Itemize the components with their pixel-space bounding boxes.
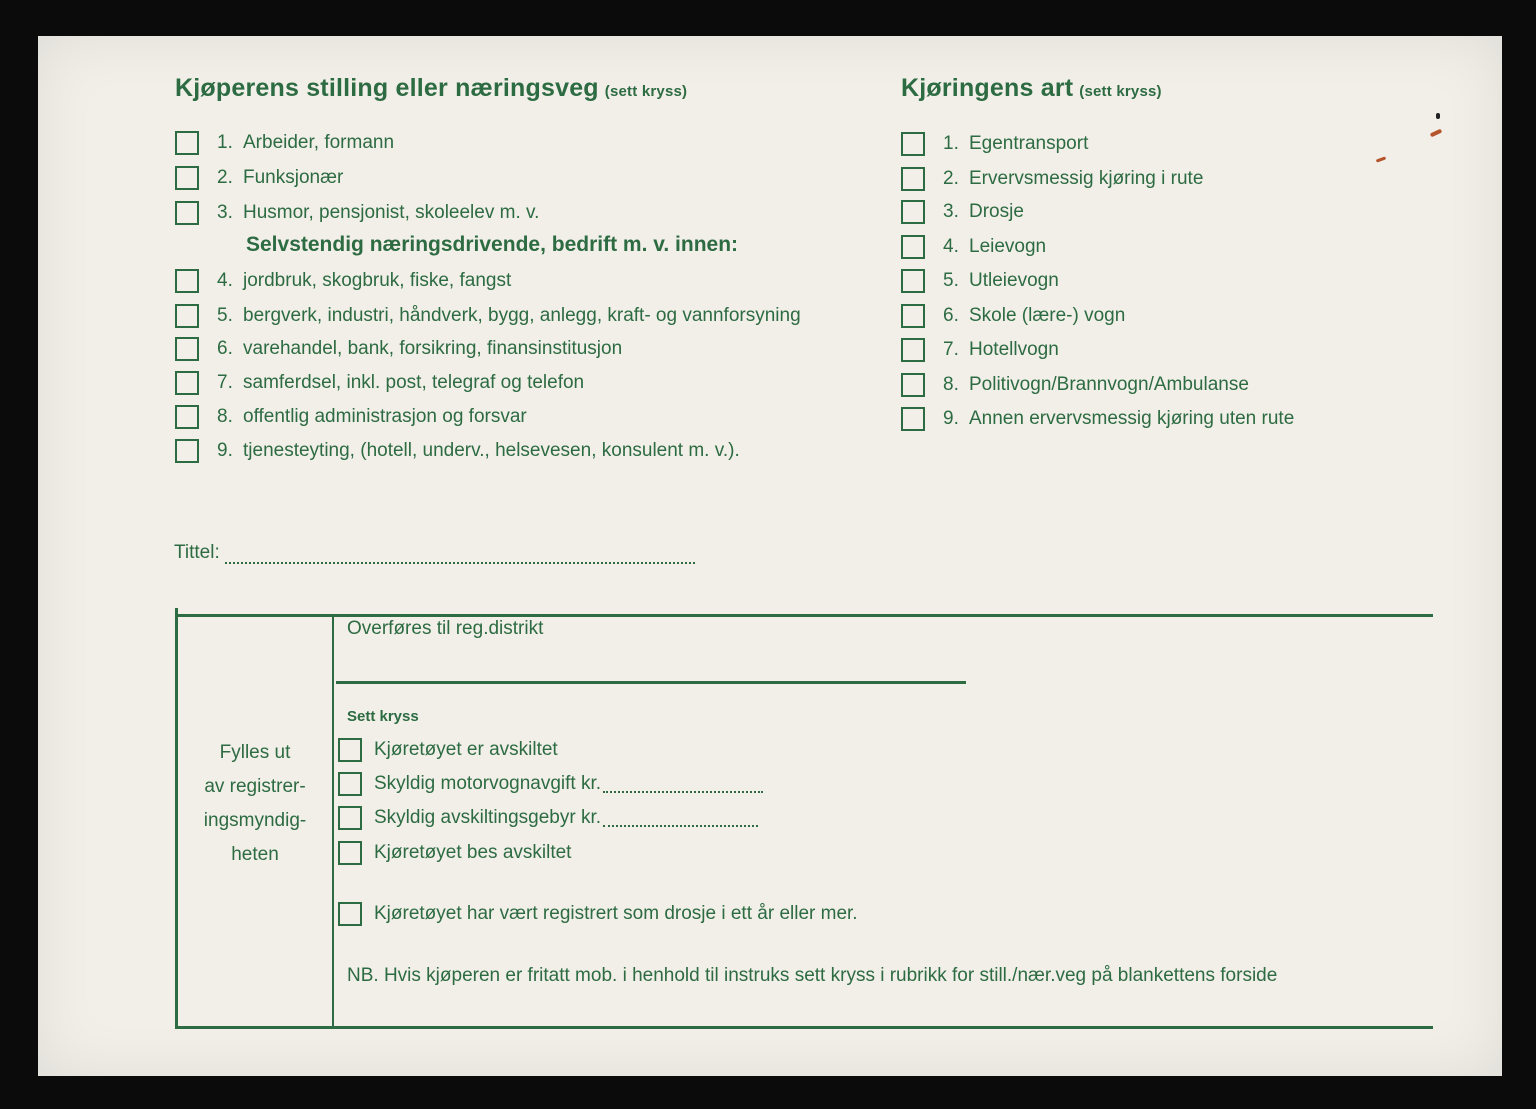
checkbox[interactable]: [175, 304, 199, 328]
checkbox[interactable]: [901, 132, 925, 156]
option-number: 2.: [217, 167, 233, 188]
transfer-district-line[interactable]: [336, 681, 966, 684]
option-label: offentlig administrasjon og forsvar: [243, 406, 527, 427]
buyer-option-4[interactable]: [175, 268, 511, 294]
check-motorvognavgift[interactable]: [338, 771, 763, 797]
title-field-label: Tittel:: [174, 542, 220, 563]
check-label: Kjøretøyet har vært registrert som drosje i ett år eller mer.: [374, 903, 858, 924]
option-number: 9.: [217, 440, 233, 461]
checkbox[interactable]: [175, 439, 199, 463]
option-number: 6.: [217, 338, 233, 359]
buyer-option-7[interactable]: [175, 370, 584, 396]
option-number: 3.: [943, 201, 959, 222]
checkbox[interactable]: [175, 269, 199, 293]
checkbox[interactable]: [175, 337, 199, 361]
driving-heading-note: (sett kryss): [1079, 83, 1162, 100]
checkbox[interactable]: [175, 371, 199, 395]
checkbox[interactable]: [175, 166, 199, 190]
option-label: Annen ervervsmessig kjøring uten rute: [969, 408, 1295, 429]
buyer-option-2[interactable]: [175, 165, 343, 191]
check-avskiltet[interactable]: [338, 737, 558, 763]
check-label: Kjøretøyet er avskiltet: [374, 739, 558, 760]
checkbox[interactable]: [338, 738, 362, 762]
check-drosje-registered[interactable]: [338, 901, 858, 927]
authority-box-bottom-border: [175, 1026, 1433, 1029]
option-label: jordbruk, skogbruk, fiske, fangst: [243, 270, 512, 291]
option-number: 5.: [217, 305, 233, 326]
option-number: 8.: [217, 406, 233, 427]
checkbox[interactable]: [175, 201, 199, 225]
option-number: 6.: [943, 305, 959, 326]
checkbox[interactable]: [175, 131, 199, 155]
driving-option-1[interactable]: [901, 131, 1088, 157]
authority-note-line: ingsmyndig-: [203, 810, 307, 831]
option-number: 9.: [943, 408, 959, 429]
driving-option-4[interactable]: [901, 234, 1046, 260]
option-label: Politivogn/Brannvogn/Ambulanse: [969, 374, 1249, 395]
option-label: Husmor, pensjonist, skoleelev m. v.: [243, 202, 540, 223]
option-number: 5.: [943, 270, 959, 291]
authority-box-top-border: [175, 614, 1433, 617]
check-avskiltingsgebyr[interactable]: [338, 805, 758, 831]
option-label: samferdsel, inkl. post, telegraf og telefon: [243, 372, 585, 393]
checkbox[interactable]: [901, 269, 925, 293]
checkbox[interactable]: [901, 373, 925, 397]
check-bes-avskiltet[interactable]: [338, 840, 571, 866]
option-number: 1.: [217, 132, 233, 153]
option-label: Skole (lære-) vogn: [969, 305, 1126, 326]
ink-mark: [1430, 129, 1443, 138]
buyer-option-1[interactable]: [175, 130, 394, 156]
driving-option-3[interactable]: [901, 199, 1024, 225]
authority-note-line: heten: [231, 844, 279, 865]
buyer-heading-text: Kjøperens stilling eller næringsveg: [175, 74, 599, 102]
driving-option-8[interactable]: [901, 372, 1249, 398]
check-label: Skyldig motorvognavgift kr.: [374, 773, 602, 794]
checkbox[interactable]: [901, 235, 925, 259]
checkbox[interactable]: [338, 806, 362, 830]
check-heading: Sett kryss: [347, 708, 419, 725]
option-label: Ervervsmessig kjøring i rute: [969, 168, 1204, 189]
buyer-heading: [175, 74, 687, 103]
driving-option-2[interactable]: [901, 166, 1203, 192]
option-label: bergverk, industri, håndverk, bygg, anlegg, kraft- og vannforsyning: [243, 305, 801, 326]
buyer-option-3[interactable]: [175, 200, 539, 226]
driving-option-6[interactable]: [901, 303, 1125, 329]
checkbox[interactable]: [175, 405, 199, 429]
checkbox[interactable]: [338, 841, 362, 865]
authority-note-line: Fylles ut: [219, 742, 291, 763]
option-label: Leievogn: [969, 236, 1047, 257]
authority-note: [178, 736, 332, 872]
checkbox[interactable]: [901, 304, 925, 328]
checkbox[interactable]: [901, 167, 925, 191]
authority-box-divider: [332, 616, 334, 1026]
option-number: 4.: [943, 236, 959, 257]
authority-note-line: av registrer-: [204, 776, 306, 797]
driving-option-7[interactable]: [901, 337, 1059, 363]
option-number: 8.: [943, 374, 959, 395]
driving-heading-text: Kjøringens art: [901, 74, 1074, 102]
title-field-line[interactable]: [225, 546, 695, 564]
buyer-subheading: Selvstendig næringsdrivende, bedrift m. v. innen:: [246, 233, 739, 256]
driving-option-5[interactable]: [901, 268, 1059, 294]
option-label: Drosje: [969, 201, 1024, 222]
checkbox[interactable]: [901, 338, 925, 362]
check-label: Kjøretøyet bes avskiltet: [374, 842, 572, 863]
checkbox[interactable]: [901, 407, 925, 431]
option-label: Hotellvogn: [969, 339, 1059, 360]
transfer-label: Overføres til reg.distrikt: [347, 618, 544, 639]
option-label: Funksjonær: [243, 167, 344, 188]
title-field[interactable]: [174, 542, 695, 564]
option-label: Egentransport: [969, 133, 1089, 154]
option-number: 2.: [943, 168, 959, 189]
buyer-option-9[interactable]: [175, 438, 740, 464]
form-back-page: [38, 36, 1502, 1076]
amount-line[interactable]: [603, 809, 758, 827]
buyer-option-5[interactable]: [175, 303, 801, 329]
option-number: 3.: [217, 202, 233, 223]
checkbox[interactable]: [901, 200, 925, 224]
option-label: varehandel, bank, forsikring, finansinstitusjon: [243, 338, 623, 359]
option-number: 7.: [217, 372, 233, 393]
buyer-option-6[interactable]: [175, 336, 622, 362]
driving-option-9[interactable]: [901, 406, 1294, 432]
option-label: Utleievogn: [969, 270, 1059, 291]
amount-line[interactable]: [603, 775, 763, 793]
buyer-option-8[interactable]: [175, 404, 527, 430]
checkbox[interactable]: [338, 902, 362, 926]
option-label: tjenesteyting, (hotell, underv., helsevesen, konsulent m. v.).: [243, 440, 740, 461]
ink-mark: [1436, 113, 1440, 119]
option-number: 1.: [943, 133, 959, 154]
ink-mark: [1376, 156, 1386, 162]
option-number: 7.: [943, 339, 959, 360]
driving-heading: [901, 74, 1162, 103]
exemption-note: NB. Hvis kjøperen er fritatt mob. i henhold til instruks sett kryss i rubrikk for still./nær.veg på blankettens forside: [347, 965, 1278, 986]
option-label: Arbeider, formann: [243, 132, 395, 153]
checkbox[interactable]: [338, 772, 362, 796]
option-number: 4.: [217, 270, 233, 291]
buyer-heading-note: (sett kryss): [604, 83, 688, 100]
check-label: Skyldig avskiltingsgebyr kr.: [374, 807, 602, 828]
